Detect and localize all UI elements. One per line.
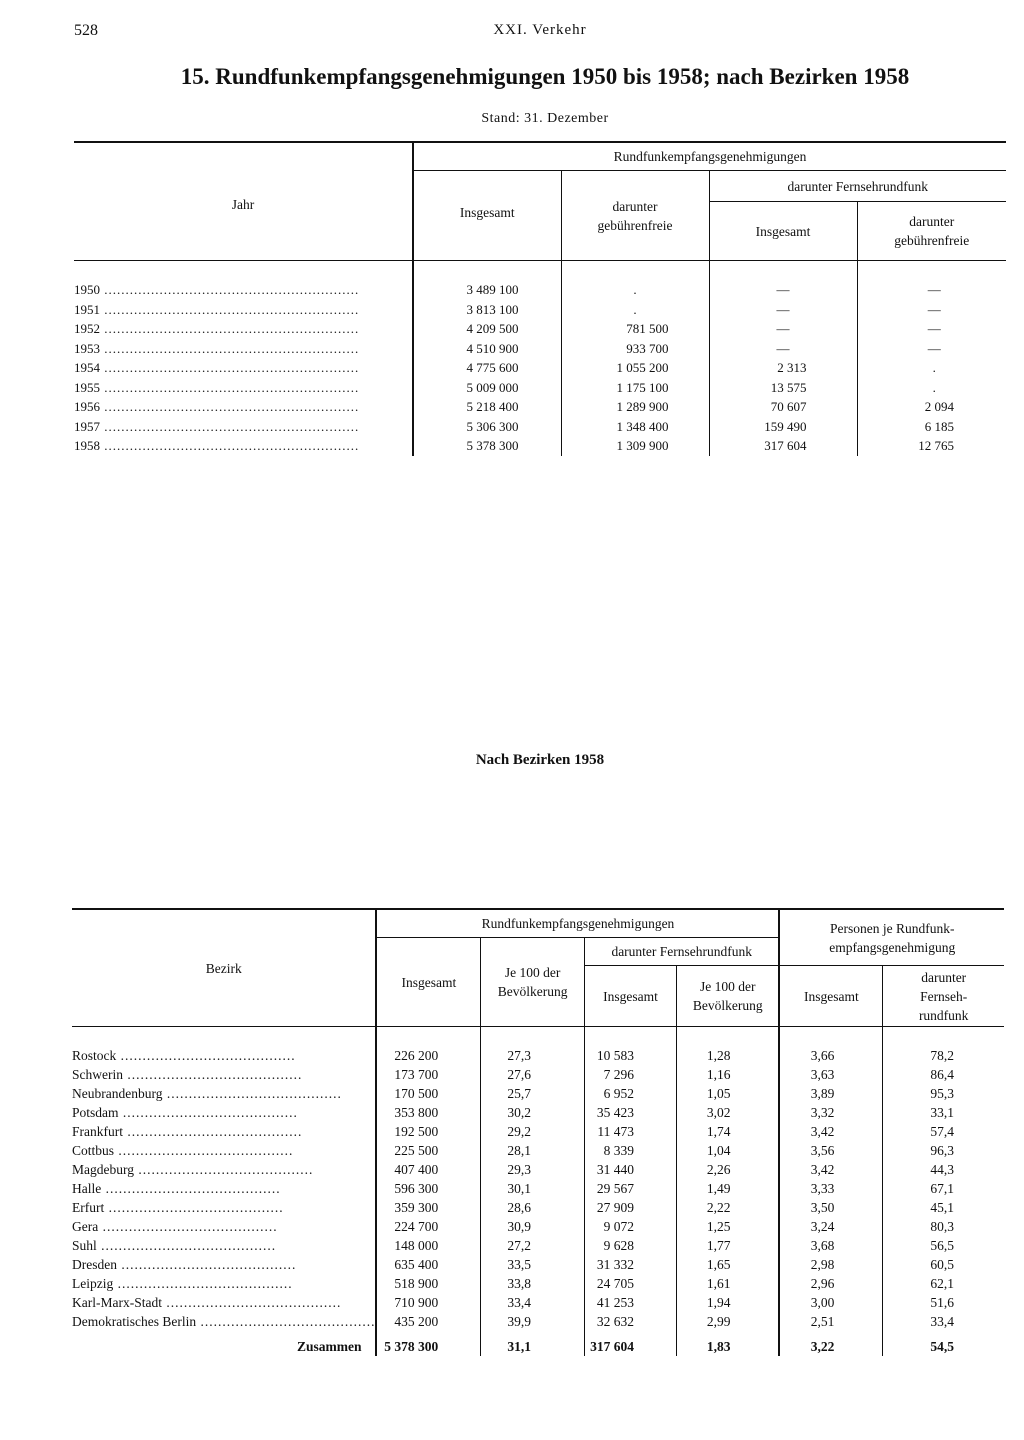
leader-dots: ........................................ xyxy=(123,1123,303,1139)
leader-dots: ........................................ xyxy=(196,1313,376,1329)
gebfrei-cell: 933 700 xyxy=(561,339,709,359)
leader-dots: ............................................................ xyxy=(100,301,360,317)
spacer-cell xyxy=(72,1027,376,1047)
fs-je100-cell: 3,02 xyxy=(677,1103,780,1122)
bezirk-label: Gera xyxy=(72,1218,99,1234)
table-row xyxy=(72,1312,1004,1331)
p-fernseh-cell: 51,6 xyxy=(883,1293,1004,1312)
spacer-cell xyxy=(376,1027,480,1047)
gebfrei-cell: . xyxy=(561,281,709,301)
fs-gebfrei-cell: 6 185 xyxy=(857,417,1006,437)
p-fernseh-cell: 45,1 xyxy=(883,1198,1004,1217)
fs-insgesamt-cell: 27 909 xyxy=(585,1198,677,1217)
bezirk-label: Erfurt xyxy=(72,1199,105,1215)
table-row xyxy=(72,1179,1004,1198)
fs-insgesamt-cell: 159 490 xyxy=(709,417,857,437)
bezirk-label: Frankfurt xyxy=(72,1123,123,1139)
leader-dots: ........................................ xyxy=(113,1275,293,1291)
p-fernseh-cell: 67,1 xyxy=(883,1179,1004,1198)
p-fernseh-cell: 80,3 xyxy=(883,1217,1004,1236)
insgesamt-cell: 5 378 300 xyxy=(376,1331,480,1356)
fs-gebfrei-cell: — xyxy=(857,320,1006,340)
fs-je100-cell: 1,61 xyxy=(677,1274,780,1293)
fs-je100-cell: 1,16 xyxy=(677,1065,780,1084)
bezirk-cell xyxy=(72,1160,376,1179)
spacer-cell xyxy=(677,1027,780,1047)
fs-je100-cell: 2,99 xyxy=(677,1312,780,1331)
year-cell xyxy=(74,378,413,398)
leader-dots: ............................................................ xyxy=(100,282,360,298)
insgesamt-cell: 4 510 900 xyxy=(413,339,561,359)
p-insgesamt-cell: 3,33 xyxy=(779,1179,882,1198)
p-insgesamt-cell: 3,32 xyxy=(779,1103,882,1122)
stand-note: Stand: 31. Dezember xyxy=(481,111,609,126)
year-cell xyxy=(74,339,413,359)
fs-je100-cell: 1,65 xyxy=(677,1255,780,1274)
p-insgesamt-cell: 3,50 xyxy=(779,1198,882,1217)
je100-cell: 27,6 xyxy=(481,1065,585,1084)
bezirk-label: Halle xyxy=(72,1180,102,1196)
header-jahr: Jahr xyxy=(74,142,413,261)
spacer-cell xyxy=(779,1027,882,1047)
table-row xyxy=(72,1065,1004,1084)
leader-dots: ........................................ xyxy=(98,1218,278,1234)
year-label: 1950 xyxy=(74,282,100,298)
header-fs-gebfrei: darunter gebührenfreie xyxy=(857,202,1006,261)
bezirk-label: Dresden xyxy=(72,1256,117,1272)
year-cell xyxy=(74,359,413,379)
p-fernseh-cell: 57,4 xyxy=(883,1122,1004,1141)
table-row xyxy=(72,1084,1004,1103)
p-fernseh-cell: 86,4 xyxy=(883,1065,1004,1084)
bezirk-label: Leipzig xyxy=(72,1275,114,1291)
fs-insgesamt-cell: 317 604 xyxy=(585,1331,677,1356)
year-label: 1951 xyxy=(74,301,100,317)
insgesamt-cell: 635 400 xyxy=(376,1255,480,1274)
je100-cell: 28,1 xyxy=(481,1141,585,1160)
table-row xyxy=(72,1160,1004,1179)
gebfrei-cell: 1 309 900 xyxy=(561,437,709,457)
table-row xyxy=(72,1236,1004,1255)
bezirk-label: Karl-Marx-Stadt xyxy=(72,1294,162,1310)
p-fernseh-cell: 60,5 xyxy=(883,1255,1004,1274)
insgesamt-cell: 359 300 xyxy=(376,1198,480,1217)
je100-cell: 30,9 xyxy=(481,1217,585,1236)
table-bezirke xyxy=(72,908,1004,1356)
leader-dots: ........................................ xyxy=(118,1104,298,1120)
leader-dots: ........................................ xyxy=(162,1085,342,1101)
header-insgesamt: Insgesamt xyxy=(413,171,561,261)
leader-dots: ............................................................ xyxy=(100,418,360,434)
table-row xyxy=(74,437,1006,457)
p-insgesamt-cell: 3,24 xyxy=(779,1217,882,1236)
je100-cell: 27,3 xyxy=(481,1046,585,1065)
bezirk-label: Schwerin xyxy=(72,1066,123,1082)
fs-insgesamt-cell: 29 567 xyxy=(585,1179,677,1198)
p-insgesamt-cell: 3,42 xyxy=(779,1160,882,1179)
leader-dots: ............................................................ xyxy=(100,379,360,395)
fs-je100-cell: 1,94 xyxy=(677,1293,780,1312)
year-label: 1957 xyxy=(74,418,100,434)
bezirk-cell xyxy=(72,1141,376,1160)
total-row xyxy=(72,1331,1004,1356)
table-row xyxy=(74,339,1006,359)
fs-insgesamt-cell: 317 604 xyxy=(709,437,857,457)
page-number: 528 xyxy=(74,22,98,39)
fs-insgesamt-cell: 31 440 xyxy=(585,1160,677,1179)
fs-je100-cell: 1,77 xyxy=(677,1236,780,1255)
insgesamt-cell: 225 500 xyxy=(376,1141,480,1160)
p-insgesamt-cell: 3,63 xyxy=(779,1065,882,1084)
insgesamt-cell: 5 306 300 xyxy=(413,417,561,437)
insgesamt-cell: 173 700 xyxy=(376,1065,480,1084)
table-row xyxy=(74,378,1006,398)
bezirk-cell xyxy=(72,1065,376,1084)
fs-insgesamt-cell: 7 296 xyxy=(585,1065,677,1084)
bezirk-cell xyxy=(72,1103,376,1122)
p-fernseh-cell: 33,1 xyxy=(883,1103,1004,1122)
header-bezirk: Bezirk xyxy=(72,909,376,1027)
je100-cell: 31,1 xyxy=(481,1331,585,1356)
fs-insgesamt-cell: 8 339 xyxy=(585,1141,677,1160)
p-fernseh-cell: 54,5 xyxy=(883,1331,1004,1356)
gebfrei-cell: 1 289 900 xyxy=(561,398,709,418)
header-gebfrei: darunter gebührenfreie xyxy=(561,171,709,261)
p-fernseh-cell: 95,3 xyxy=(883,1084,1004,1103)
spacer-row xyxy=(74,261,1006,281)
insgesamt-cell: 710 900 xyxy=(376,1293,480,1312)
fs-gebfrei-cell: 2 094 xyxy=(857,398,1006,418)
p-fernseh-cell: 33,4 xyxy=(883,1312,1004,1331)
fs-insgesamt-cell: — xyxy=(709,281,857,301)
je100-cell: 30,2 xyxy=(481,1103,585,1122)
je100-cell: 29,2 xyxy=(481,1122,585,1141)
leader-dots: ............................................................ xyxy=(100,340,360,356)
p-fernseh-cell: 44,3 xyxy=(883,1160,1004,1179)
insgesamt-cell: 224 700 xyxy=(376,1217,480,1236)
header-p-fernseh: darunter Fernseh-rundfunk xyxy=(883,966,1004,1027)
insgesamt-cell: 407 400 xyxy=(376,1160,480,1179)
table-row xyxy=(72,1198,1004,1217)
section-subtitle: Nach Bezirken 1958 xyxy=(475,752,605,768)
table-row xyxy=(74,398,1006,418)
gebfrei-cell: 1 175 100 xyxy=(561,378,709,398)
fs-gebfrei-cell: . xyxy=(857,359,1006,379)
year-cell xyxy=(74,437,413,457)
spacer-cell xyxy=(709,261,857,281)
header-group: Rundfunkempfangsgenehmigungen xyxy=(376,909,779,938)
table-row xyxy=(72,1103,1004,1122)
header-personen-group: Personen je Rundfunk-empfangsgenehmigung xyxy=(779,909,1004,966)
insgesamt-cell: 192 500 xyxy=(376,1122,480,1141)
fs-je100-cell: 2,26 xyxy=(677,1160,780,1179)
header-fs-insgesamt: Insgesamt xyxy=(585,966,677,1027)
bezirk-cell xyxy=(72,1312,376,1331)
bezirk-cell xyxy=(72,1236,376,1255)
leader-dots: ........................................ xyxy=(161,1294,342,1310)
fs-insgesamt-cell: 9 072 xyxy=(585,1217,677,1236)
bezirk-cell xyxy=(72,1046,376,1065)
p-fernseh-cell: 56,5 xyxy=(883,1236,1004,1255)
gebfrei-cell: 1 055 200 xyxy=(561,359,709,379)
fs-gebfrei-cell: . xyxy=(857,378,1006,398)
fs-insgesamt-cell: 70 607 xyxy=(709,398,857,418)
spacer-cell xyxy=(585,1027,677,1047)
table-years xyxy=(74,141,1006,456)
table-row xyxy=(74,359,1006,379)
insgesamt-cell: 3 813 100 xyxy=(413,300,561,320)
p-insgesamt-cell: 2,98 xyxy=(779,1255,882,1274)
je100-cell: 27,2 xyxy=(481,1236,585,1255)
fs-insgesamt-cell: 10 583 xyxy=(585,1046,677,1065)
fs-je100-cell: 1,49 xyxy=(677,1179,780,1198)
header-je100: Je 100 der Bevölkerung xyxy=(481,938,585,1027)
p-insgesamt-cell: 3,42 xyxy=(779,1122,882,1141)
year-label: 1954 xyxy=(74,360,100,376)
insgesamt-cell: 5 218 400 xyxy=(413,398,561,418)
je100-cell: 33,4 xyxy=(481,1293,585,1312)
bezirk-cell xyxy=(72,1331,376,1356)
table-row xyxy=(72,1255,1004,1274)
header-fs-insgesamt: Insgesamt xyxy=(709,202,857,261)
fs-insgesamt-cell: — xyxy=(709,300,857,320)
p-fernseh-cell: 96,3 xyxy=(883,1141,1004,1160)
fs-insgesamt-cell: 35 423 xyxy=(585,1103,677,1122)
header-fs-je100: Je 100 der Bevölkerung xyxy=(677,966,780,1027)
p-fernseh-cell: 78,2 xyxy=(883,1046,1004,1065)
leader-dots: ........................................ xyxy=(134,1161,314,1177)
year-cell xyxy=(74,300,413,320)
fs-je100-cell: 2,22 xyxy=(677,1198,780,1217)
fs-insgesamt-cell: 13 575 xyxy=(709,378,857,398)
bezirk-cell xyxy=(72,1179,376,1198)
insgesamt-cell: 170 500 xyxy=(376,1084,480,1103)
leader-dots: ........................................ xyxy=(104,1199,284,1215)
insgesamt-cell: 4 775 600 xyxy=(413,359,561,379)
leader-dots: ........................................ xyxy=(96,1237,277,1253)
je100-cell: 33,5 xyxy=(481,1255,585,1274)
fs-insgesamt-cell: 11 473 xyxy=(585,1122,677,1141)
table-row xyxy=(72,1217,1004,1236)
fs-insgesamt-cell: 9 628 xyxy=(585,1236,677,1255)
year-label: 1953 xyxy=(74,340,100,356)
fs-je100-cell: 1,74 xyxy=(677,1122,780,1141)
year-label: 1955 xyxy=(74,379,100,395)
fs-je100-cell: 1,04 xyxy=(677,1141,780,1160)
insgesamt-cell: 353 800 xyxy=(376,1103,480,1122)
year-label: 1956 xyxy=(74,399,100,415)
spacer-cell xyxy=(413,261,561,281)
fs-gebfrei-cell: — xyxy=(857,300,1006,320)
year-cell xyxy=(74,320,413,340)
bezirk-cell xyxy=(72,1274,376,1293)
year-cell xyxy=(74,398,413,418)
leader-dots: ........................................ xyxy=(114,1142,294,1158)
p-insgesamt-cell: 3,68 xyxy=(779,1236,882,1255)
bezirk-label: Rostock xyxy=(72,1047,117,1063)
year-label: 1958 xyxy=(74,438,100,454)
bezirk-label: Magdeburg xyxy=(72,1161,134,1177)
insgesamt-cell: 226 200 xyxy=(376,1046,480,1065)
insgesamt-cell: 435 200 xyxy=(376,1312,480,1331)
table-row xyxy=(74,320,1006,340)
leader-dots: ........................................ xyxy=(116,1256,297,1272)
spacer-row xyxy=(72,1027,1004,1047)
fs-insgesamt-cell: 32 632 xyxy=(585,1312,677,1331)
header-insgesamt: Insgesamt xyxy=(376,938,480,1027)
leader-dots: ........................................ xyxy=(123,1066,303,1082)
fs-insgesamt-cell: 41 253 xyxy=(585,1293,677,1312)
year-cell xyxy=(74,281,413,301)
je100-cell: 30,1 xyxy=(481,1179,585,1198)
insgesamt-cell: 4 209 500 xyxy=(413,320,561,340)
leader-dots: ............................................................ xyxy=(100,360,360,376)
leader-dots: ............................................................ xyxy=(100,321,360,337)
table-row xyxy=(72,1046,1004,1065)
bezirk-label: Zusammen xyxy=(296,1338,362,1354)
leader-dots: ........................................ xyxy=(101,1180,281,1196)
insgesamt-cell: 518 900 xyxy=(376,1274,480,1293)
je100-cell: 25,7 xyxy=(481,1084,585,1103)
bezirk-label: Cottbus xyxy=(72,1142,115,1158)
table-row xyxy=(72,1274,1004,1293)
leader-dots: ............................................................ xyxy=(100,438,360,454)
bezirk-label: Suhl xyxy=(72,1237,97,1253)
spacer-cell xyxy=(74,261,413,281)
fs-je100-cell: 1,05 xyxy=(677,1084,780,1103)
bezirk-cell xyxy=(72,1084,376,1103)
fs-je100-cell: 1,83 xyxy=(677,1331,780,1356)
p-insgesamt-cell: 3,22 xyxy=(779,1331,882,1356)
table-row xyxy=(72,1141,1004,1160)
insgesamt-cell: 596 300 xyxy=(376,1179,480,1198)
bezirk-cell xyxy=(72,1293,376,1312)
fs-insgesamt-cell: — xyxy=(709,320,857,340)
year-cell xyxy=(74,417,413,437)
p-insgesamt-cell: 3,66 xyxy=(779,1046,882,1065)
p-fernseh-cell: 62,1 xyxy=(883,1274,1004,1293)
table-title: 15. Rundfunkempfangsgenehmigungen 1950 bis 1958; nach Bezirken 1958 xyxy=(180,64,910,89)
fs-je100-cell: 1,25 xyxy=(677,1217,780,1236)
header-p-insgesamt: Insgesamt xyxy=(779,966,882,1027)
bezirk-cell xyxy=(72,1198,376,1217)
header-group: Rundfunkempfangsgenehmigungen xyxy=(413,142,1006,171)
fs-gebfrei-cell: — xyxy=(857,339,1006,359)
p-insgesamt-cell: 3,56 xyxy=(779,1141,882,1160)
insgesamt-cell: 148 000 xyxy=(376,1236,480,1255)
insgesamt-cell: 5 009 000 xyxy=(413,378,561,398)
p-insgesamt-cell: 3,00 xyxy=(779,1293,882,1312)
running-head: XXI. Verkehr xyxy=(493,22,587,38)
header-fernseh-group: darunter Fernsehrundfunk xyxy=(709,171,1006,202)
p-insgesamt-cell: 3,89 xyxy=(779,1084,882,1103)
je100-cell: 33,8 xyxy=(481,1274,585,1293)
table-row xyxy=(72,1122,1004,1141)
je100-cell: 29,3 xyxy=(481,1160,585,1179)
table-row xyxy=(74,281,1006,301)
bezirk-label: Neubrandenburg xyxy=(72,1085,163,1101)
fs-insgesamt-cell: — xyxy=(709,339,857,359)
fs-insgesamt-cell: 24 705 xyxy=(585,1274,677,1293)
fs-je100-cell: 1,28 xyxy=(677,1046,780,1065)
header-fernseh-group: darunter Fernsehrundfunk xyxy=(585,938,780,966)
bezirk-cell xyxy=(72,1217,376,1236)
gebfrei-cell: . xyxy=(561,300,709,320)
spacer-cell xyxy=(883,1027,1004,1047)
table-row xyxy=(74,417,1006,437)
bezirk-cell xyxy=(72,1255,376,1274)
p-insgesamt-cell: 2,96 xyxy=(779,1274,882,1293)
table-row xyxy=(72,1293,1004,1312)
insgesamt-cell: 5 378 300 xyxy=(413,437,561,457)
spacer-cell xyxy=(481,1027,585,1047)
leader-dots: ........................................ xyxy=(116,1047,296,1063)
je100-cell: 39,9 xyxy=(481,1312,585,1331)
insgesamt-cell: 3 489 100 xyxy=(413,281,561,301)
fs-insgesamt-cell: 2 313 xyxy=(709,359,857,379)
bezirk-cell xyxy=(72,1122,376,1141)
je100-cell: 28,6 xyxy=(481,1198,585,1217)
gebfrei-cell: 781 500 xyxy=(561,320,709,340)
fs-insgesamt-cell: 6 952 xyxy=(585,1084,677,1103)
bezirk-label: Potsdam xyxy=(72,1104,119,1120)
gebfrei-cell: 1 348 400 xyxy=(561,417,709,437)
bezirk-label: Demokratisches Berlin xyxy=(72,1313,197,1329)
spacer-cell xyxy=(857,261,1006,281)
fs-insgesamt-cell: 31 332 xyxy=(585,1255,677,1274)
table-row xyxy=(74,300,1006,320)
spacer-cell xyxy=(561,261,709,281)
fs-gebfrei-cell: 12 765 xyxy=(857,437,1006,457)
leader-dots: ............................................................ xyxy=(100,399,360,415)
year-label: 1952 xyxy=(74,321,100,337)
fs-gebfrei-cell: — xyxy=(857,281,1006,301)
p-insgesamt-cell: 2,51 xyxy=(779,1312,882,1331)
